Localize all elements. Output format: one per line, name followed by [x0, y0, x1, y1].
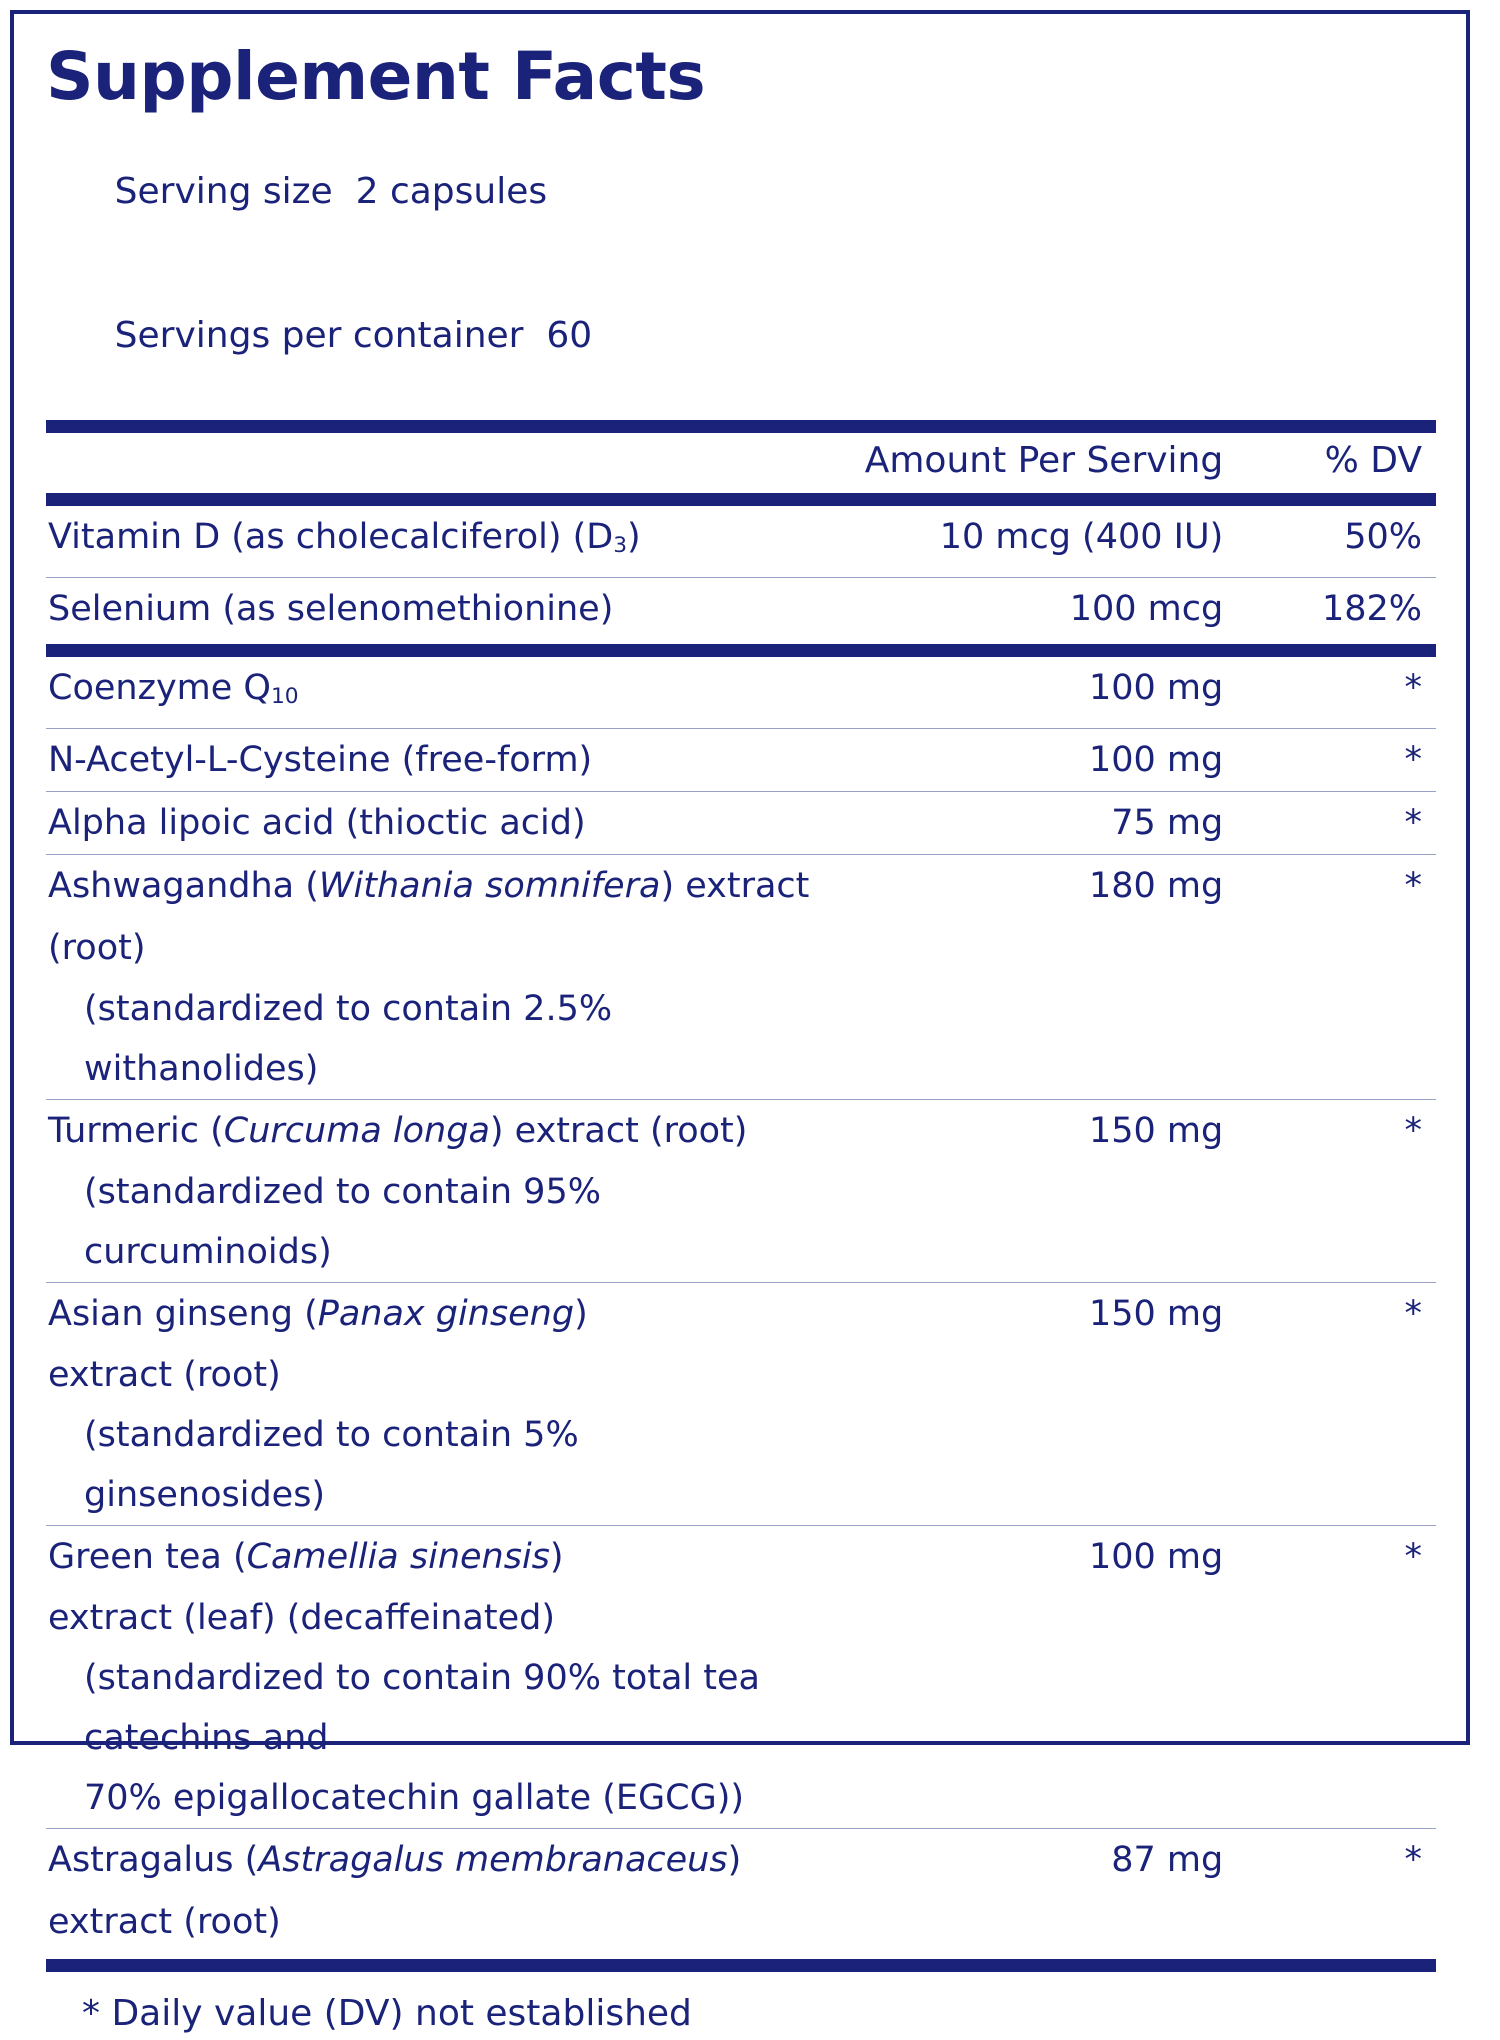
- row-name-suffix: ): [574, 1293, 588, 1334]
- row-name: [46, 1829, 830, 1953]
- row-amount: 100 mg: [1088, 667, 1224, 708]
- row-name-subscript: 3: [613, 532, 628, 558]
- row-name-text: Ashwagandha (: [48, 865, 319, 906]
- serving-size-label: Serving size: [114, 171, 333, 212]
- row-name-botanical: Astragalus membranaceus: [258, 1839, 728, 1880]
- row-dv: *: [1404, 739, 1422, 780]
- footnote: * Daily value (DV) not established: [82, 1992, 692, 2034]
- table-row: [46, 1829, 1436, 1953]
- serving-size-value: 2 capsules: [355, 171, 548, 212]
- table-header-row: [46, 433, 1436, 489]
- row-name: [46, 506, 830, 577]
- divider-thick-mid: [46, 644, 1436, 657]
- row-standardization-cont: 70% epigallocatechin gallate (EGCG)): [84, 1777, 745, 1818]
- row-dv: *: [1404, 1293, 1422, 1334]
- table-row: [46, 855, 1436, 1099]
- header-amount-per-serving: Amount Per Serving: [864, 440, 1224, 481]
- row-name-botanical: Curcuma longa: [223, 1110, 490, 1151]
- nutrition-rows-bottom: [46, 657, 1436, 1953]
- row-standardization: (standardized to contain 90% total tea catechins and: [84, 1657, 760, 1758]
- row-name: Selenium (as selenomethionine): [48, 588, 614, 629]
- servings-per-container-line: [46, 264, 1436, 408]
- page-title: Supplement Facts: [46, 38, 706, 115]
- row-amount: 180 mg: [1088, 865, 1224, 906]
- row-name: [46, 1100, 830, 1282]
- row-dv: *: [1404, 1839, 1422, 1880]
- servings-per-container-label: Servings per container: [114, 315, 524, 356]
- nutrition-table: [46, 433, 1436, 489]
- row-name-text: Coenzyme Q: [48, 667, 271, 708]
- row-dv: *: [1404, 667, 1422, 708]
- table-row: [46, 506, 1436, 577]
- table-row: [46, 1526, 1436, 1828]
- divider-thick-top: [46, 420, 1436, 433]
- divider-thick-header: [46, 493, 1436, 506]
- row-name: [46, 1526, 830, 1828]
- nutrition-rows-top: [46, 506, 1436, 640]
- row-name-continuation: extract (root): [48, 1354, 281, 1395]
- row-dv: *: [1404, 1536, 1422, 1577]
- servings-per-container-value: 60: [546, 315, 593, 356]
- row-name-suffix: ): [627, 517, 641, 557]
- row-dv: 182%: [1321, 588, 1422, 629]
- row-dv: *: [1404, 1110, 1422, 1151]
- row-name-text: Asian ginseng (: [48, 1293, 318, 1334]
- row-dv: *: [1404, 865, 1422, 906]
- serving-size-line: [46, 120, 1436, 264]
- row-name-suffix: ) extract (root): [489, 1110, 748, 1151]
- table-row: [46, 657, 1436, 728]
- table-row: [46, 578, 1436, 640]
- row-name-text: Turmeric (: [48, 1110, 224, 1151]
- row-amount: 100 mg: [1088, 739, 1224, 780]
- header-blank: [46, 433, 830, 489]
- row-name: N-Acetyl-L-Cysteine (free-form): [48, 739, 593, 780]
- row-name-botanical: Withania somnifera: [318, 865, 661, 906]
- row-amount: 150 mg: [1088, 1293, 1224, 1334]
- row-amount: 10 mcg (400 IU): [939, 517, 1224, 557]
- row-name-text: Vitamin D (as cholecalciferol) (D: [48, 517, 614, 557]
- row-standardization: (standardized to contain 2.5% withanolides): [84, 988, 613, 1089]
- row-dv: *: [1404, 802, 1422, 843]
- row-name-suffix: ) extract (root): [48, 1839, 742, 1942]
- row-amount: 87 mg: [1111, 1839, 1224, 1880]
- table-row: [46, 1100, 1436, 1282]
- row-name-botanical: Camellia sinensis: [246, 1536, 550, 1577]
- row-name-continuation: extract (leaf) (decaffeinated): [48, 1597, 555, 1638]
- table-row: [46, 792, 1436, 854]
- row-name-text: Green tea (: [48, 1536, 247, 1577]
- table-row: [46, 1283, 1436, 1525]
- row-standardization: (standardized to contain 5% ginsenosides): [84, 1414, 579, 1515]
- row-name-suffix: ): [549, 1536, 564, 1577]
- row-amount: 100 mcg: [1069, 588, 1224, 629]
- row-amount: 75 mg: [1111, 802, 1224, 843]
- table-row: [46, 729, 1436, 791]
- row-name: [46, 657, 830, 728]
- divider-thick-bottom: [46, 1959, 1436, 1972]
- row-name-botanical: Panax ginseng: [317, 1293, 575, 1334]
- row-name-suffix: ) extract (root): [48, 865, 810, 968]
- row-name: [46, 855, 830, 1099]
- row-name-text: Astragalus (: [48, 1839, 259, 1880]
- row-name: [46, 1283, 830, 1525]
- header-percent-dv: % DV: [1324, 440, 1422, 481]
- row-name: Alpha lipoic acid (thioctic acid): [48, 802, 586, 843]
- row-amount: 150 mg: [1088, 1110, 1224, 1151]
- row-dv: 50%: [1344, 517, 1422, 557]
- supplement-facts-panel: [10, 10, 1470, 2034]
- row-standardization: (standardized to contain 95% curcuminoids): [84, 1171, 601, 1272]
- row-name-subscript: 10: [270, 683, 299, 709]
- row-amount: 100 mg: [1088, 1536, 1224, 1577]
